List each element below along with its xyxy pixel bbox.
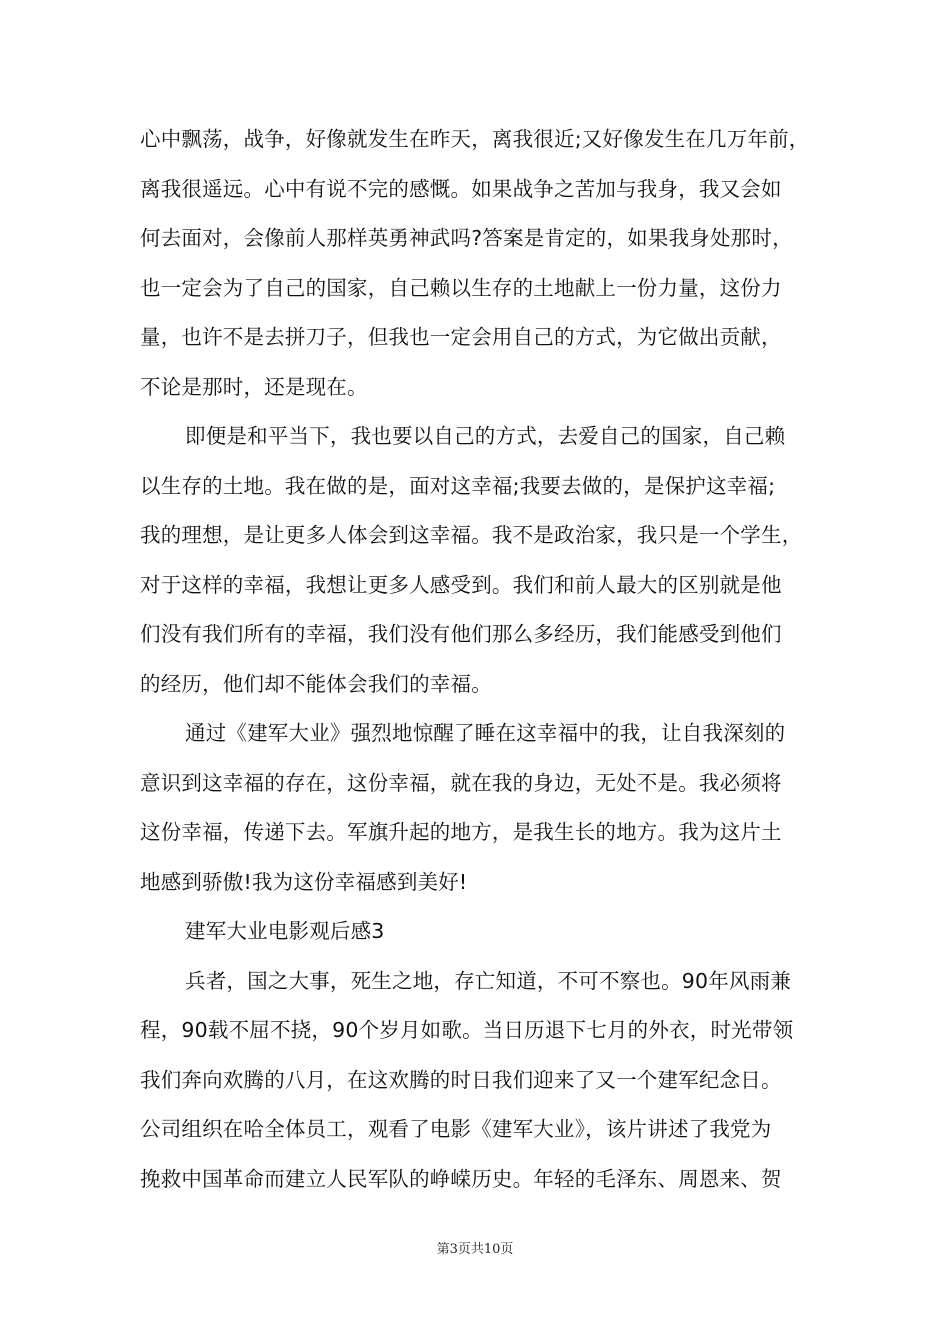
text-line: 挽救中国革命而建立人民军队的峥嵘历史。年轻的毛泽东、周恩来、贺 [140,1166,782,1191]
text-line: 通过《建军大业》强烈地惊醒了睡在这幸福中的我，让自我深刻的 [185,721,786,745]
text-line: 公司组织在哈全体员工，观看了电影《建军大业》，该片讲述了我党为 [140,1117,772,1141]
text-line: 即便是和平当下，我也要以自己的方式，去爱自己的国家，自己赖 [185,424,786,448]
text-line: 对于这样的幸福，我想让更多人感受到。我们和前人最大的区别就是他 [140,572,782,597]
text-line: 建军大业电影观后感3 [185,919,385,943]
text-line: 的经历，他们却不能体会我们的幸福。 [140,671,492,696]
text-line: 兵者，国之大事，死生之地，存亡知道，不可不察也。90年风雨兼 [185,968,792,993]
text-line: 离我很遥远。心中有说不完的感慨。如果战争之苦加与我身，我又会如 [140,176,782,201]
text-line: 程，90载不屈不挠，90个岁月如歌。当日历退下七月的外衣，时光带领 [140,1018,794,1042]
text-line: 地感到骄傲!我为这份幸福感到美好! [140,869,468,894]
text-line: 我的理想，是让更多人体会到这幸福。我不是政治家，我只是一个学生， [140,523,803,547]
document-body [140,115,830,1204]
text-line: 我们奔向欢腾的八月，在这欢腾的时日我们迎来了又一个建军纪念日。 [140,1067,782,1092]
text-line: 量，也许不是去拼刀子，但我也一定会用自己的方式，为它做出贡献， [140,325,782,349]
text-line: 这份幸福，传递下去。军旗升起的地方，是我生长的地方。我为这片土 [140,820,782,844]
page-number: 第3页共10页 [436,1242,514,1257]
text-line: 何去面对，会像前人那样英勇神武吗?答案是肯定的，如果我身处那时， [140,226,793,250]
text-line: 意识到这幸福的存在，这份幸福，就在我的身边，无处不是。我必须将 [140,770,782,795]
text-line: 也一定会为了自己的国家，自己赖以生存的土地献上一份力量，这份力 [140,275,782,300]
text-line: 不论是那时，还是现在。 [140,374,368,399]
text-line: 心中飘荡，战争，好像就发生在昨天，离我很近;又好像发生在几万年前， [140,127,810,151]
text-line: 以生存的土地。我在做的是，面对这幸福;我要去做的，是保护这幸福; [140,473,776,498]
text-line: 们没有我们所有的幸福，我们没有他们那么多经历，我们能感受到他们 [140,622,782,646]
